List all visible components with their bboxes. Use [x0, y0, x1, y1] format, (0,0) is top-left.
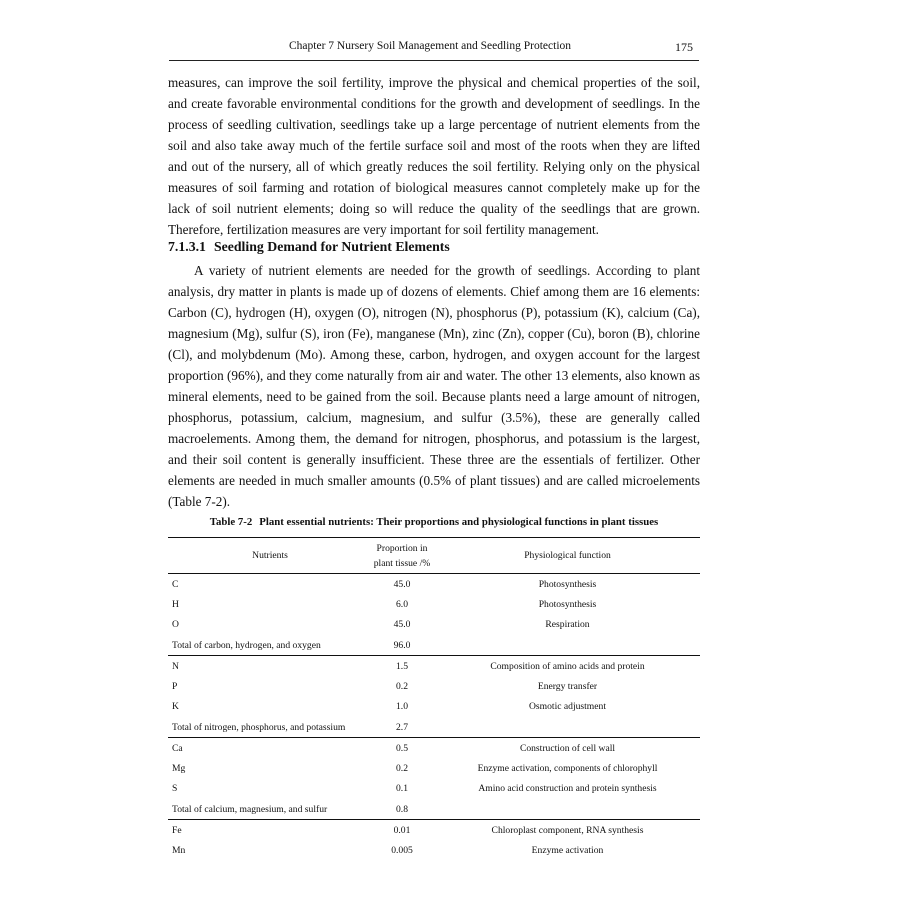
- cell-proportion: 6.0: [396, 598, 408, 610]
- table-row: [168, 820, 700, 841]
- cell-nutrient: N: [172, 660, 179, 672]
- cell-function: Respiration: [545, 619, 590, 631]
- running-header: [169, 38, 699, 61]
- cell-proportion: 96.0: [369, 635, 435, 656]
- cell-nutrient: Total of calcium, magnesium, and sulfur: [168, 799, 369, 820]
- section-title: Seedling Demand for Nutrient Elements: [213, 239, 450, 254]
- cell-function: Enzyme activation: [531, 844, 604, 856]
- nutrients-table: [168, 537, 700, 861]
- section-number: 7.1.3.1: [168, 239, 206, 254]
- cell-function: [435, 635, 700, 656]
- cell-proportion: 45.0: [393, 619, 411, 631]
- header-proportion-line2: plant tissue /%: [373, 557, 431, 569]
- cell-nutrient: Total of carbon, hydrogen, and oxygen: [168, 635, 369, 656]
- section-heading: [168, 239, 458, 255]
- table-body: [168, 574, 700, 861]
- cell-proportion: 0.1: [396, 783, 408, 795]
- cell-function: Photosynthesis: [538, 598, 597, 610]
- cell-nutrient: Total of nitrogen, phosphorus, and potassium: [168, 717, 369, 738]
- cell-function: Construction of cell wall: [519, 742, 616, 754]
- cell-function: [435, 799, 700, 820]
- cell-proportion: 0.5: [396, 742, 408, 754]
- table-number: Table 7-2: [209, 516, 253, 528]
- header-function: Physiological function: [435, 538, 700, 574]
- table-row: [168, 676, 700, 697]
- cell-function: Energy transfer: [537, 680, 598, 692]
- table-row: [168, 758, 700, 779]
- cell-proportion: 0.2: [396, 680, 408, 692]
- table-row: [168, 697, 700, 718]
- cell-function: Osmotic adjustment: [528, 701, 606, 713]
- cell-nutrient: Mn: [172, 844, 186, 856]
- table-row: [168, 615, 700, 636]
- cell-nutrient: K: [172, 701, 179, 713]
- cell-proportion: 45.0: [393, 578, 411, 590]
- table-caption: [168, 516, 700, 528]
- paragraph-nutrient-elements: A variety of nutrient elements are needed for the growth of seedlings. According to plant analysis, dry matter in plants is made up of dozens of elements. Chief among them are 16 elements: Carbon (C), hydrogen (H), oxygen (O), nitrogen (N), phosphorus (P), potassium (K), calcium (Ca), magnesium (Mg), sulfur (S), iron (Fe), manganese (Mn), zinc (Zn), copper (Cu), boron (B), chlorine (Cl), and molybdenum (Mo). Among these, carbon, hydrogen, and oxygen account for the largest proportion (96%), and they come naturally from air and water. The other 13 elements, also known as mineral elements, need to be gained from the soil. Because plants need a large amount of nitrogen, phosphorus, potassium, calcium, magnesium, and sulfur (3.5%), these are generally called macroelements. Among them, the demand for nitrogen, phosphorus, and potassium is the largest, and their soil content is generally insufficient. These three are the essentials of fertilizer. Other elements are needed in much smaller amounts (0.5% of plant tissues) and are called microelements (Table 7-2).: [168, 263, 700, 509]
- cell-nutrient: H: [172, 598, 179, 610]
- cell-nutrient: C: [172, 578, 179, 590]
- cell-proportion: 1.0: [396, 701, 408, 713]
- cell-nutrient: S: [172, 783, 178, 795]
- cell-proportion: 0.01: [393, 824, 411, 836]
- page-number: 175: [675, 40, 693, 54]
- cell-nutrient: O: [172, 619, 179, 631]
- table-header-row: [168, 538, 700, 574]
- paragraph-fertilization: measures, can improve the soil fertility, improve the physical and chemical properties of the soil, and create favorable environmental conditions for the growth and development of seedlings. In the process of seedling cultivation, seedlings take up a large percentage of nutrient elements from the soil and also take away much of the fertile surface soil and most of the roots when they are lifted and out of the nursery, all of which greatly reduces the soil fertility. Relying only on the physical measures of soil farming and rotation of biological measures cannot completely make up for the lack of soil nutrient elements; doing so will reduce the quality of the seedlings that are grown. Therefore, fertilization measures are very important for soil fertility management.: [168, 75, 700, 237]
- header-proportion-line1: Proportion in: [376, 542, 428, 554]
- cell-function: [435, 717, 700, 738]
- cell-proportion: 0.2: [396, 762, 408, 774]
- table-row: [168, 656, 700, 677]
- table-row: [168, 594, 700, 615]
- header-nutrients: Nutrients: [168, 538, 369, 574]
- cell-proportion: 0.8: [369, 799, 435, 820]
- table-row: [168, 717, 700, 738]
- cell-nutrient: P: [172, 680, 178, 692]
- table-row: [168, 799, 700, 820]
- cell-proportion: 0.005: [391, 844, 413, 856]
- table-row: [168, 738, 700, 759]
- table-row: [168, 840, 700, 861]
- cell-function: Composition of amino acids and protein: [490, 660, 645, 672]
- cell-proportion: 2.7: [369, 717, 435, 738]
- cell-function: Photosynthesis: [538, 578, 597, 590]
- cell-nutrient: Ca: [172, 742, 183, 754]
- table-row: [168, 574, 700, 595]
- cell-function: Amino acid construction and protein synthesis: [478, 783, 657, 795]
- cell-function: Chloroplast component, RNA synthesis: [491, 824, 644, 836]
- header-proportion: [369, 538, 435, 574]
- table-title: Plant essential nutrients: Their proportions and physiological functions in plant tissues: [259, 516, 659, 528]
- cell-proportion: 1.5: [396, 660, 408, 672]
- table-row: [168, 635, 700, 656]
- cell-nutrient: Fe: [172, 824, 182, 836]
- cell-function: Enzyme activation, components of chlorophyll: [477, 762, 658, 774]
- cell-nutrient: Mg: [172, 762, 186, 774]
- table-row: [168, 779, 700, 800]
- running-head: Chapter 7 Nursery Soil Management and Seedling Protection: [289, 40, 572, 52]
